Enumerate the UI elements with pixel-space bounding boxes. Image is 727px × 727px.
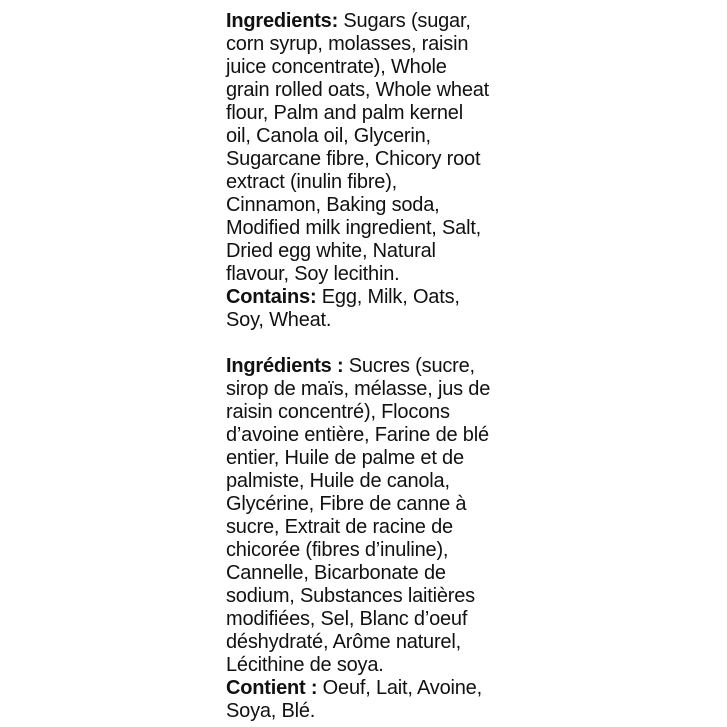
ingredients-heading: Ingredients: — [226, 10, 339, 32]
ingredients-line: chicorée (fibres d’inuline), — [226, 539, 449, 561]
english-ingredients-section — [226, 10, 511, 332]
ingredients-line: flavour, Soy lecithin. — [226, 263, 400, 285]
ingredients-line: d’avoine entière, Farine de blé — [226, 424, 489, 446]
ingredients-line: sucre, Extrait de racine de — [226, 516, 453, 538]
contains-line — [226, 286, 511, 309]
ingredients-line: corn syrup, molasses, raisin — [226, 33, 469, 55]
contains-heading: Contient : — [226, 677, 318, 699]
ingredients-line: Dried egg white, Natural — [226, 240, 436, 262]
ingredients-line: Cannelle, Bicarbonate de — [226, 562, 446, 584]
ingredients-line: modifiées, Sel, Blanc d’oeuf — [226, 608, 468, 630]
ingredients-line: flour, Palm and palm kernel — [226, 102, 463, 124]
contains-line: Soya, Blé. — [226, 700, 316, 722]
ingredients-line: sodium, Substances laitières — [226, 585, 475, 607]
ingredients-text: Sugars (sugar, — [338, 10, 471, 32]
ingredients-line — [226, 10, 511, 33]
ingredients-line: entier, Huile de palme et de — [226, 447, 464, 469]
ingredients-line: sirop de maïs, mélasse, jus de — [226, 378, 491, 400]
contains-text: Oeuf, Lait, Avoine, — [317, 677, 482, 699]
section-spacer — [226, 332, 511, 355]
ingredients-line: palmiste, Huile de canola, — [226, 470, 450, 492]
contains-line: Soy, Wheat. — [226, 309, 332, 331]
french-ingredients-section — [226, 355, 511, 723]
ingredients-text: Sucres (sucre, — [343, 355, 475, 377]
contains-heading: Contains: — [226, 286, 317, 308]
ingredients-line — [226, 355, 511, 378]
ingredient-label — [226, 10, 511, 723]
ingredients-line: extract (inulin fibre), — [226, 171, 398, 193]
ingredients-line: Cinnamon, Baking soda, — [226, 194, 440, 216]
ingredients-line: Glycérine, Fibre de canne à — [226, 493, 467, 515]
ingredients-line: Modified milk ingredient, Salt, — [226, 217, 482, 239]
ingredients-line: Sugarcane fibre, Chicory root — [226, 148, 481, 170]
contains-text: Egg, Milk, Oats, — [316, 286, 460, 308]
ingredients-line: raisin concentré), Flocons — [226, 401, 450, 423]
ingredients-line: juice concentrate), Whole — [226, 56, 447, 78]
contains-line — [226, 677, 511, 700]
ingredients-heading: Ingrédients : — [226, 355, 344, 377]
ingredients-line: grain rolled oats, Whole wheat — [226, 79, 490, 101]
ingredients-line: déshydraté, Arôme naturel, — [226, 631, 461, 653]
ingredients-line: oil, Canola oil, Glycerin, — [226, 125, 431, 147]
ingredients-line: Lécithine de soya. — [226, 654, 384, 676]
